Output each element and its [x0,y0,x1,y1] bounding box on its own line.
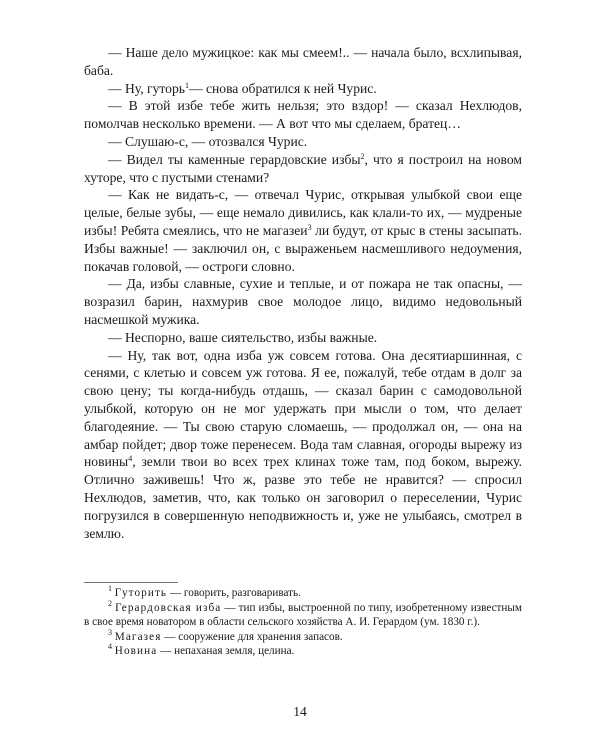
footnote-ref: 4 [128,454,133,464]
footnote-divider [84,582,178,583]
footnote-term: Новина [114,645,158,658]
footnote [84,644,522,659]
paragraph: — Наше дело мужицкое: как мы смеем!.. — начала было, всхлипывая, баба. [84,45,522,78]
main-text [84,44,522,542]
footnote-ref: 1 [184,80,189,90]
paragraph: — Да, избы славные, сухие и теплые, и от пожара не так опасны, — возразил барин, нахмурив свое молодое лицо, видимо недовольный насмешкой мужика. [84,276,522,327]
footnotes [84,586,522,659]
footnote-term: Гуторить [114,587,168,599]
footnote-mark: 4 [108,642,112,652]
paragraph: — Неспорно, ваше сиятельство, избы важные. [108,329,378,345]
footnote-term: Герардовская изба [115,601,222,614]
footnote-mark: 1 [108,584,112,593]
paragraph: — Ну, гуторь$^1$— снова обратился к ней Чурис. [108,80,377,96]
page-number: 14 [293,704,307,719]
footnote-mark: 2 [108,598,112,608]
paragraph: — Слушаю-с, — отозвался Чурис. [108,133,308,149]
paragraph: — Видел ты каменные герардовские избы$^2$, что я построил на новом хуторе, что с пустыми стенами? [84,151,522,185]
footnote-text: — непаханая земля, целина. [157,645,295,658]
paragraph: — Ну, так вот, одна изба уж совсем готова. Она десятиаршинная, с сенями, с клетью и совсем уж готова. Я ее, пожалуй, тебе отдам в долг за свою цену; ты когда-нибудь отдашь, — сказал барин с самодовольной улыбкой, которую он не мог удержать при мысли о том, что делает благодеяние. — Ты свою старую сломаешь, — продолжал он, — она на амбар пойдет; двор тоже перенесем. Вода там славная, огороды вырежу из новины$^4$, земли твои во всех трех клинах тоже там, под боком, вырежу. Отлично заживешь! Что ж, разве это тебе не нравится? — спросил Нехлюдов, заметив, что, как только он заговорил о переселении, Чурис погрузился в совершенную неподвижность и, уже не улыбаясь, смотрел в землю. [84,347,522,541]
footnote-term: Магазея [114,630,162,643]
footnote-text: — сооружение для хранения запасов. [161,630,343,643]
footnote-ref: 2 [360,151,365,161]
footnote [84,586,522,601]
footnote [84,598,523,630]
paragraph: — Как не видать-с, — отвечал Чурис, открывая улыбкой свои еще целые, белые зубы, — еще немало дивились, как клали-то их, — мудреные избы! Ребята смеялись, что не магазеи$^3$ ли будут, от крыс в стены засыпать. Избы важные! — заключил он, с выраженьем насмешливого недоумения, покачав головой, — остроги словно. [84,187,522,274]
footnote-ref: 3 [307,222,312,232]
footnote-mark: 3 [108,627,112,637]
footnote-text: — говорить, разговаривать. [167,587,301,599]
footnote [84,627,522,645]
footnote-text: — тип избы, выстроенной по типу, изобретенному известным в свое время новатором в области сельского хозяйства А. И. Герардом (ум. 1830 г.). [84,601,523,629]
paragraph: — В этой избе тебе жить нельзя; это вздор! — сказал Нехлюдов, помолчав несколько времени. — А вот что мы сделаем, братец… [84,98,522,132]
